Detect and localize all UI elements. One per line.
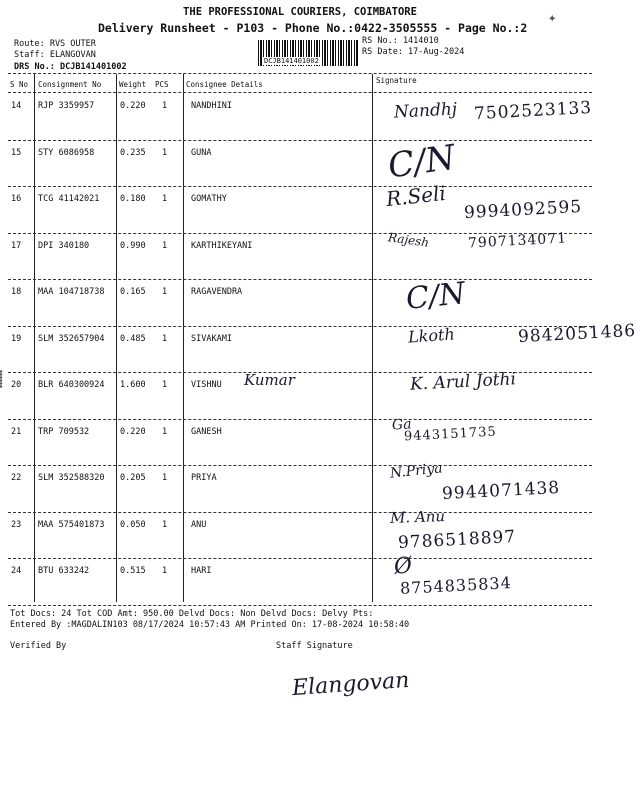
row-pcs: 1 (162, 426, 168, 437)
row-divider (8, 279, 592, 280)
row-consignment-no: SLM 352657904 (38, 333, 105, 344)
row-consignment-no: RJP 3359957 (38, 101, 95, 111)
row-pcs: 1 (162, 194, 168, 204)
row-signature: Nandhj (393, 99, 458, 123)
row-weight: 0.205 (120, 473, 146, 483)
row-consignee-name: RAGAVENDRA (191, 287, 243, 297)
row-weight: 0.220 (120, 426, 146, 437)
totals-line: Tot Docs: 24 Tot COD Amt: 950.00 Delvd Docs: Non Delvd Docs: Delvy Pts: (10, 609, 374, 619)
row-divider (8, 326, 592, 327)
row-signature: Ø (392, 553, 414, 580)
col-divider (183, 74, 184, 602)
row-consignee-name: GUNA (191, 147, 212, 158)
row-consignee-name: PRIYA (191, 473, 217, 483)
row-consignment-no: TCG 41142021 (38, 194, 100, 204)
drs-number: DRS No.: DCJB141401002 (14, 62, 127, 72)
row-divider (8, 512, 592, 513)
row-sno: 20 (11, 380, 22, 390)
row-pcs: 1 (162, 240, 168, 251)
rs-number: RS No.: 1414010 (362, 36, 439, 46)
runsheet-title: Delivery Runsheet - P103 - Phone No.:0422-3505555 - Page No.:2 (98, 21, 528, 35)
row-consignment-no: TRP 709532 (38, 426, 90, 437)
row-consignee-name: HARI (191, 566, 212, 576)
col-header-sno: S No (10, 80, 29, 89)
col-header-signature: Signature (376, 76, 417, 85)
col-divider (34, 74, 35, 602)
row-pcs: 1 (162, 147, 168, 158)
row-weight: 1.600 (120, 380, 146, 390)
row-weight: 0.050 (120, 519, 146, 530)
barcode-caption: DCJB141401002 (264, 57, 319, 65)
row-pcs: 1 (162, 519, 168, 530)
row-weight: 0.485 (120, 333, 146, 344)
row-consignee-name: GOMATHY (191, 194, 227, 204)
row-divider (8, 465, 592, 466)
row-divider (8, 558, 592, 559)
row-pcs: 1 (162, 333, 168, 344)
row-phone-handwritten: 9994092595 (463, 196, 583, 224)
row-consignment-no: MAA 575401873 (38, 519, 105, 530)
row-signature: C/N (385, 137, 458, 186)
row-signature: C/N (404, 275, 467, 318)
header-top-rule (8, 73, 592, 74)
row-weight: 0.165 (120, 287, 146, 297)
row-weight: 0.515 (120, 566, 146, 576)
row-consignee-name: KARTHIKEYANI (191, 240, 253, 251)
row-divider (8, 605, 592, 606)
row-weight: 0.990 (120, 240, 146, 251)
row-signature: Rajesh (387, 229, 430, 250)
row-consignee-name: SIVAKAMI (191, 333, 232, 344)
row-sno: 18 (11, 287, 22, 297)
col-header-pcs: PCS (155, 80, 169, 89)
row-sno: 22 (11, 473, 22, 483)
row-sno: 19 (11, 333, 22, 344)
row-consignment-no: BTU 633242 (38, 566, 90, 576)
margin-dots (0, 370, 4, 388)
row-weight: 0.235 (120, 147, 146, 158)
staff-signature-scrawl: Elangovan (291, 667, 411, 702)
row-sno: 17 (11, 240, 22, 251)
row-signature: M. Anu (389, 506, 446, 527)
row-phone-handwritten: 9842051486 (517, 320, 637, 347)
verified-by-label: Verified By (10, 641, 67, 651)
col-header-weight: Weight (119, 80, 147, 89)
row-signature: Lkoth (407, 323, 456, 347)
handwritten-note: Kumar (244, 371, 295, 389)
company-name: THE PROFESSIONAL COURIERS, COIMBATORE (183, 6, 417, 18)
row-phone-handwritten: 9944071438 (441, 477, 561, 505)
row-consignment-no: STY 6086958 (38, 147, 95, 158)
row-pcs: 1 (162, 566, 168, 576)
row-pcs: 1 (162, 473, 168, 483)
col-header-consignment: Consignment No (38, 80, 102, 89)
entered-by-line: Entered By :MAGDALIN103 08/17/2024 10:57:43 AM Printed On: 17-08-2024 10:58:40 (10, 620, 410, 630)
row-consignee-name: ANU (191, 519, 207, 530)
row-pcs: 1 (162, 380, 168, 390)
row-signature: R.Seli (384, 180, 447, 212)
row-sno: 15 (11, 147, 22, 158)
row-pcs: 1 (162, 287, 168, 297)
col-divider (372, 74, 373, 602)
row-divider (8, 186, 592, 187)
header-bottom-rule (8, 92, 592, 93)
row-pcs: 1 (162, 101, 168, 111)
staff-signature-label: Staff Signature (276, 641, 353, 651)
row-weight: 0.180 (120, 194, 146, 204)
route-label: Route: RVS OUTER (14, 39, 96, 49)
row-weight: 0.220 (120, 101, 146, 111)
row-consignment-no: MAA 104718738 (38, 287, 105, 297)
rs-date: RS Date: 17-Aug-2024 (362, 47, 465, 57)
col-header-consignee: Consignee Details (186, 80, 263, 89)
row-divider (8, 140, 592, 141)
row-signature: N.Priya (389, 460, 444, 482)
row-consignee-name: NANDHINI (191, 101, 232, 111)
row-sno: 24 (11, 566, 22, 576)
row-phone-handwritten: 7502523133 (473, 97, 593, 125)
row-sno: 16 (11, 194, 22, 204)
row-consignment-no: SLM 352588320 (38, 473, 105, 483)
col-divider (116, 74, 117, 602)
row-divider (8, 419, 592, 420)
row-consignee-name: VISHNU (191, 380, 222, 390)
row-signature: Ga (391, 415, 413, 434)
row-phone-handwritten: 9786518897 (397, 526, 517, 553)
row-phone-handwritten: 7907134071 (467, 229, 568, 252)
row-phone-handwritten: 9443151735 (403, 424, 498, 444)
row-signature: K. Arul Jothi (409, 369, 517, 395)
row-sno: 21 (11, 426, 22, 437)
row-consignment-no: DPI 340180 (38, 240, 90, 251)
row-consignment-no: BLR 640300924 (38, 380, 105, 390)
row-sno: 14 (11, 101, 22, 111)
staff-label: Staff: ELANGOVAN (14, 50, 96, 60)
row-phone-handwritten: 8754835834 (399, 573, 513, 598)
row-consignee-name: GANESH (191, 426, 222, 437)
row-sno: 23 (11, 519, 22, 530)
corner-mark: ✦ (548, 10, 557, 26)
